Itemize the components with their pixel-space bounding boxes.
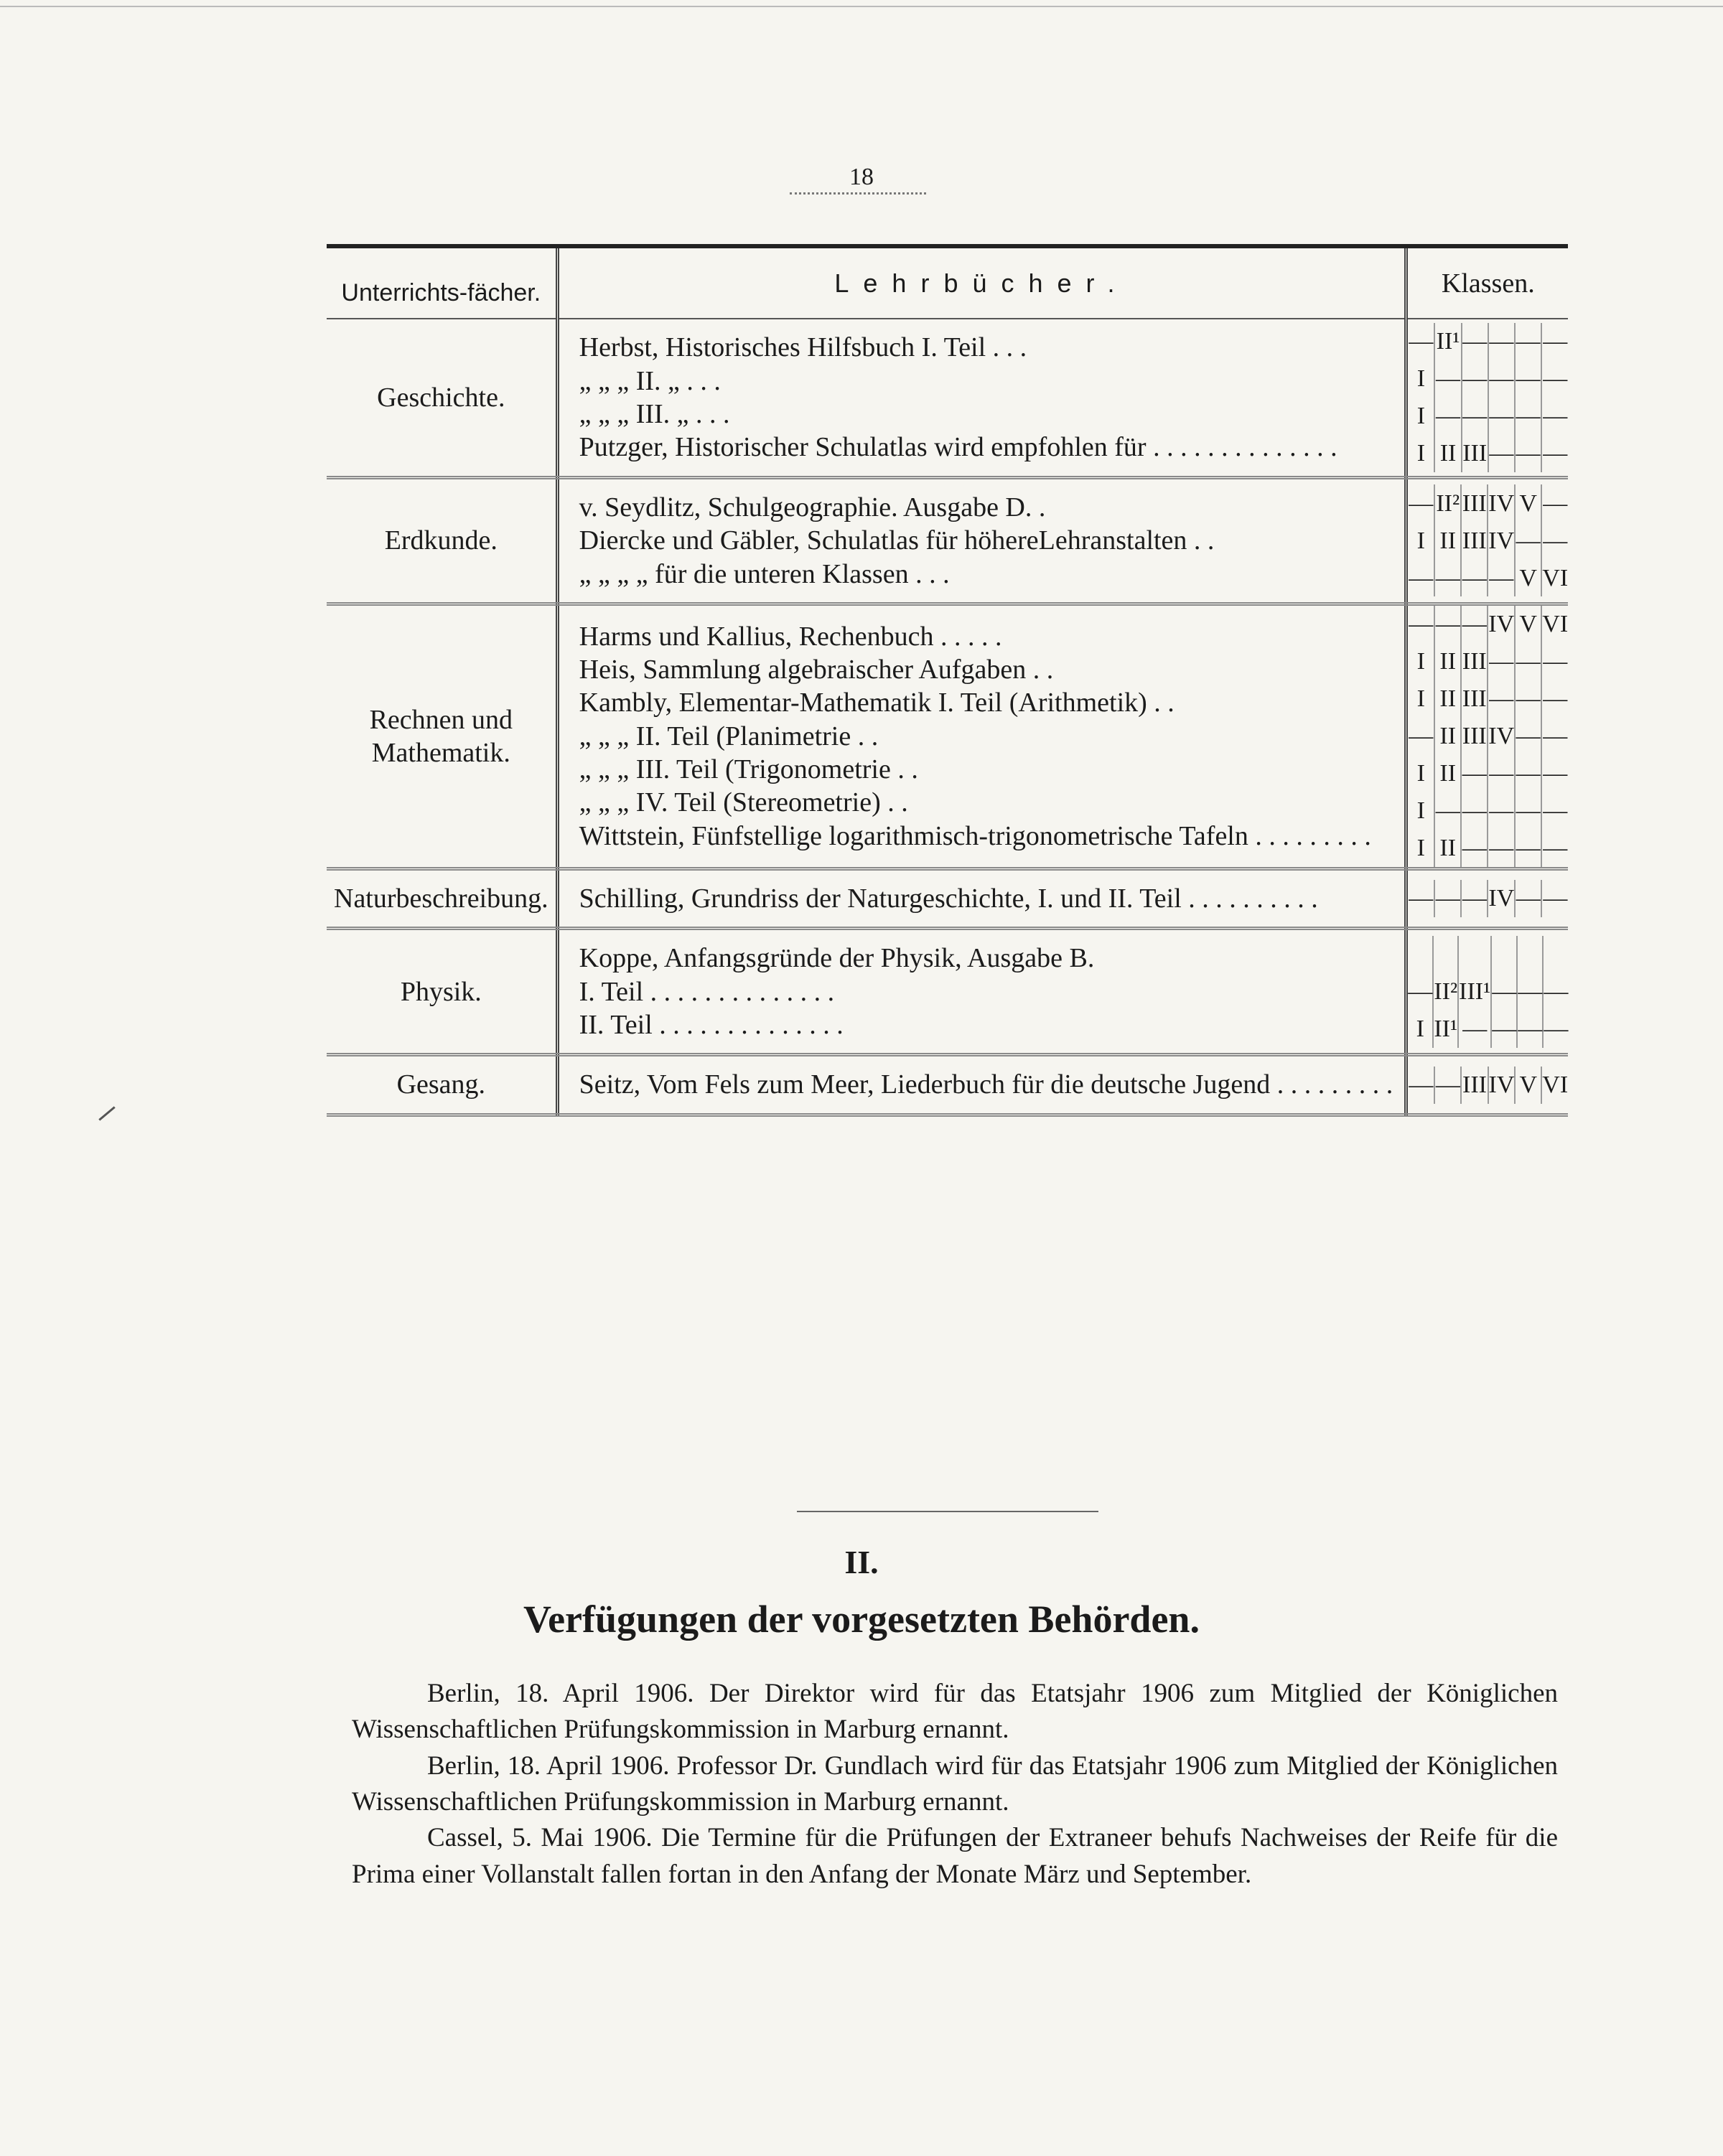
class-mark: II [1434,830,1461,867]
textbook-entry: „ „ „ „ für die unteren Klassen . . . [579,558,950,589]
page-number: 18 [849,164,874,190]
subject-cell: Physik. [327,929,557,1055]
textbook-entry: „ „ „ III. Teil (Trigonometrie . . [579,754,918,785]
classes-row [1408,680,1568,718]
class-mark: — [1541,680,1568,718]
class-mark [1543,936,1568,973]
class-mark: — [1462,360,1488,398]
class-mark: IV [1488,880,1515,917]
class-mark: — [1409,611,1434,638]
page-number-ornament [790,192,926,194]
class-mark: V [1515,559,1541,596]
class-mark: V [1515,484,1541,522]
class-mark: — [1515,398,1541,435]
class-mark: — [1434,606,1461,643]
textbook-entry: Seitz, Vom Fels zum Meer, Liederbuch für die deutsche Jugend . . . . . . . . . [579,1069,1393,1100]
class-mark: II² [1433,973,1458,1011]
class-mark: III [1461,522,1488,559]
classes-grid [1408,1067,1568,1104]
class-mark: — [1488,323,1515,360]
class-mark: — [1462,323,1488,360]
textbooks-cell [557,868,1406,928]
classes-row [1408,484,1568,522]
class-mark: — [1517,1011,1543,1048]
textbooks-cell [557,319,1406,477]
class-mark: — [1409,885,1434,912]
table-body [327,319,1568,1115]
textbook-entry: II. Teil . . . . . . . . . . . . . . [579,1009,844,1040]
class-mark: — [1491,973,1517,1011]
class-mark: — [1434,360,1461,398]
header-classes: Klassen. [1406,246,1569,319]
subject-cell: Geschichte. [327,319,557,477]
class-mark: I [1416,648,1425,675]
class-mark: I [1416,760,1425,787]
classes-row [1408,360,1568,398]
class-mark: III [1461,718,1488,755]
classes-grid [1408,936,1568,1048]
class-mark: — [1541,484,1568,522]
classes-cell [1406,929,1569,1055]
class-mark: I [1416,797,1425,825]
textbook-entry: „ „ „ II. „ . . . [579,365,721,396]
scan-edge-line [0,6,1723,7]
class-mark: I [1416,1016,1424,1043]
class-mark: — [1543,973,1568,1011]
textbook-entry: Putzger, Historischer Schulatlas wird empfohlen für . . . . . . . . . . . . . . [579,432,1337,463]
textbook-entry: v. Seydlitz, Schulgeographie. Ausgabe D. . [579,492,1046,522]
class-mark [1458,936,1491,973]
header-textbooks: Lehrbücher. [557,246,1406,319]
table-section-row [327,1055,1568,1115]
classes-row [1408,718,1568,755]
classes-row [1408,522,1568,559]
classes-row [1408,830,1568,867]
margin-pencil-mark [98,1106,115,1120]
class-mark: III [1462,435,1488,472]
class-mark: — [1434,1067,1461,1104]
classes-row [1408,559,1568,596]
classes-row [1408,606,1568,643]
classes-row [1408,755,1568,792]
textbook-entry: Heis, Sammlung algebraischer Aufgaben . . [579,655,1054,685]
table-section-row [327,604,1568,868]
textbook-entry: „ „ „ III. „ . . . [579,399,730,430]
class-mark: — [1515,680,1541,718]
classes-row [1408,323,1568,360]
table-section-row [327,319,1568,477]
class-mark [1491,936,1517,973]
class-mark: — [1488,398,1515,435]
class-mark: — [1461,792,1488,830]
class-mark: IV [1488,606,1515,643]
classes-row [1408,880,1568,917]
textbook-table-grid [327,244,1568,1117]
class-mark: — [1461,755,1488,792]
class-mark: — [1462,398,1488,435]
classes-row [1408,398,1568,435]
classes-row [1408,792,1568,830]
class-mark: — [1488,792,1515,830]
classes-row [1408,435,1568,472]
table-section-row [327,477,1568,604]
table-section-row [327,868,1568,928]
class-mark: — [1541,880,1568,917]
class-mark: — [1543,1011,1568,1048]
decree-paragraph: Berlin, 18. April 1906. Der Direktor wird für das Etatsjahr 1906 zum Mitglied der Königlichen Wissenschaftlichen Prüfungskommission in Marburg ernannt. [352,1679,1558,1745]
class-mark: — [1541,435,1568,472]
classes-grid [1408,606,1568,867]
subject-cell: Rechnen und Mathematik. [327,604,557,868]
section-divider [797,1511,1098,1512]
class-mark: — [1515,755,1541,792]
class-mark: I [1416,527,1425,554]
classes-grid [1408,323,1568,472]
class-mark: IV [1488,484,1515,522]
class-mark: I [1416,365,1426,393]
textbook-entry: „ „ „ IV. Teil (Stereometrie) . . [579,787,908,818]
class-mark: II [1434,643,1461,680]
class-mark: — [1488,559,1515,596]
class-mark: — [1541,755,1568,792]
class-mark: — [1515,522,1541,559]
decree-paragraph: Berlin, 18. April 1906. Professor Dr. Gundlach wird für das Etatsjahr 1906 zum Mitglied der Königlichen Wissenschaftlichen Prüfungskommission in Marburg ernannt. [352,1750,1558,1817]
class-mark: — [1461,559,1488,596]
subject-cell: Erdkunde. [327,477,557,604]
class-mark: — [1541,323,1568,360]
subject-cell: Naturbeschreibung. [327,868,557,928]
class-mark: — [1515,323,1541,360]
table-section-row [327,929,1568,1055]
class-mark: III [1461,1067,1488,1104]
textbook-entry: Kambly, Elementar-Mathematik I. Teil (Arithmetik) . . [579,688,1175,718]
class-mark: I [1416,440,1426,467]
class-mark: — [1488,643,1515,680]
class-mark: — [1515,830,1541,867]
class-mark: — [1541,792,1568,830]
class-mark: — [1541,718,1568,755]
class-mark: — [1517,973,1543,1011]
class-mark: V [1515,606,1541,643]
textbooks-cell [557,1055,1406,1115]
classes-row [1408,973,1568,1011]
class-mark: — [1434,559,1461,596]
class-mark [1433,936,1458,973]
class-mark: III [1461,643,1488,680]
class-mark: I [1416,403,1426,430]
class-mark: — [1434,792,1461,830]
class-mark: — [1541,830,1568,867]
class-mark: — [1409,328,1434,355]
textbook-entry: Schilling, Grundriss der Naturgeschichte, I. und II. Teil . . . . . . . . . . [579,883,1318,914]
class-mark: — [1488,680,1515,718]
class-mark: — [1458,1011,1491,1048]
class-mark: III¹ [1458,973,1491,1011]
class-mark: — [1409,723,1434,750]
class-mark: — [1434,880,1461,917]
class-mark: — [1515,718,1541,755]
section-numeral: II. [844,1544,879,1580]
class-mark: — [1541,398,1568,435]
class-mark: I [1416,835,1425,862]
textbooks-cell [557,929,1406,1055]
classes-row [1408,1067,1568,1104]
classes-row [1408,936,1568,973]
class-mark: — [1541,522,1568,559]
textbook-entry: Herbst, Historisches Hilfsbuch I. Teil . . . [579,332,1027,363]
class-mark: — [1515,435,1541,472]
class-mark: — [1515,792,1541,830]
class-mark: II [1434,755,1461,792]
class-mark: II [1434,680,1461,718]
textbook-table [327,244,1569,1117]
class-mark: — [1409,489,1434,517]
class-mark: — [1409,1071,1434,1098]
textbook-entry: Diercke und Gäbler, Schulatlas für höhereLehranstalten . . [579,525,1215,556]
class-mark: VI [1541,559,1568,596]
class-mark: — [1491,1011,1517,1048]
class-mark: III [1461,680,1488,718]
textbook-entry: I. Teil . . . . . . . . . . . . . . [579,976,835,1007]
textbooks-cell [557,604,1406,868]
class-mark: — [1461,880,1488,917]
class-mark: — [1541,643,1568,680]
textbooks-cell [557,477,1406,604]
class-mark: II² [1434,484,1461,522]
decrees-text [352,1676,1558,1893]
class-mark: — [1488,435,1515,472]
header-subjects: Unterrichts-fächer. [327,246,557,319]
class-mark: — [1488,755,1515,792]
class-mark: IV [1488,1067,1516,1104]
class-mark: II [1434,522,1461,559]
table-header-row [327,246,1568,319]
textbook-entry: Harms und Kallius, Rechenbuch . . . . . [579,621,1002,652]
textbook-entry: Koppe, Anfangsgründe der Physik, Ausgabe B. [579,943,1095,974]
class-mark: — [1409,564,1434,591]
classes-row [1408,643,1568,680]
class-mark [1517,936,1543,973]
class-mark: — [1434,398,1461,435]
classes-cell [1406,477,1569,604]
class-mark: II¹ [1433,1011,1458,1048]
textbook-entry: Wittstein, Fünfstellige logarithmisch-trigonometrische Tafeln . . . . . . . . . [579,820,1371,851]
classes-row [1408,1011,1568,1048]
classes-cell [1406,1055,1569,1115]
class-mark: — [1515,360,1541,398]
class-mark: VI [1541,606,1568,643]
class-mark: — [1515,880,1541,917]
class-mark [1408,936,1433,973]
decree-paragraph: Cassel, 5. Mai 1906. Die Termine für die Prüfungen der Extraneer behufs Nachweises der Reife für die Prima einer Vollanstalt fallen fortan in den Anfang der Monate März und September. [352,1823,1558,1889]
class-mark: I [1416,685,1425,713]
textbook-entry: „ „ „ II. Teil (Planimetrie . . [579,721,879,751]
class-mark: — [1408,978,1433,1006]
class-mark: IV [1488,522,1515,559]
class-mark: — [1461,830,1488,867]
classes-grid [1408,484,1568,596]
class-mark: II [1434,435,1461,472]
class-mark: III [1461,484,1488,522]
classes-cell [1406,319,1569,477]
class-mark: — [1541,360,1568,398]
subject-cell: Gesang. [327,1055,557,1115]
class-mark: — [1488,360,1515,398]
class-mark: — [1515,643,1541,680]
classes-grid [1408,880,1568,917]
class-mark: VI [1541,1067,1568,1104]
class-mark: II [1434,718,1461,755]
classes-cell [1406,604,1569,868]
class-mark: II¹ [1434,323,1461,360]
section-title: Verfügungen der vorgesetzten Behörden. [523,1598,1200,1641]
classes-cell [1406,868,1569,928]
class-mark: IV [1488,718,1515,755]
class-mark: — [1461,606,1488,643]
class-mark: V [1515,1067,1541,1104]
class-mark: — [1488,830,1515,867]
